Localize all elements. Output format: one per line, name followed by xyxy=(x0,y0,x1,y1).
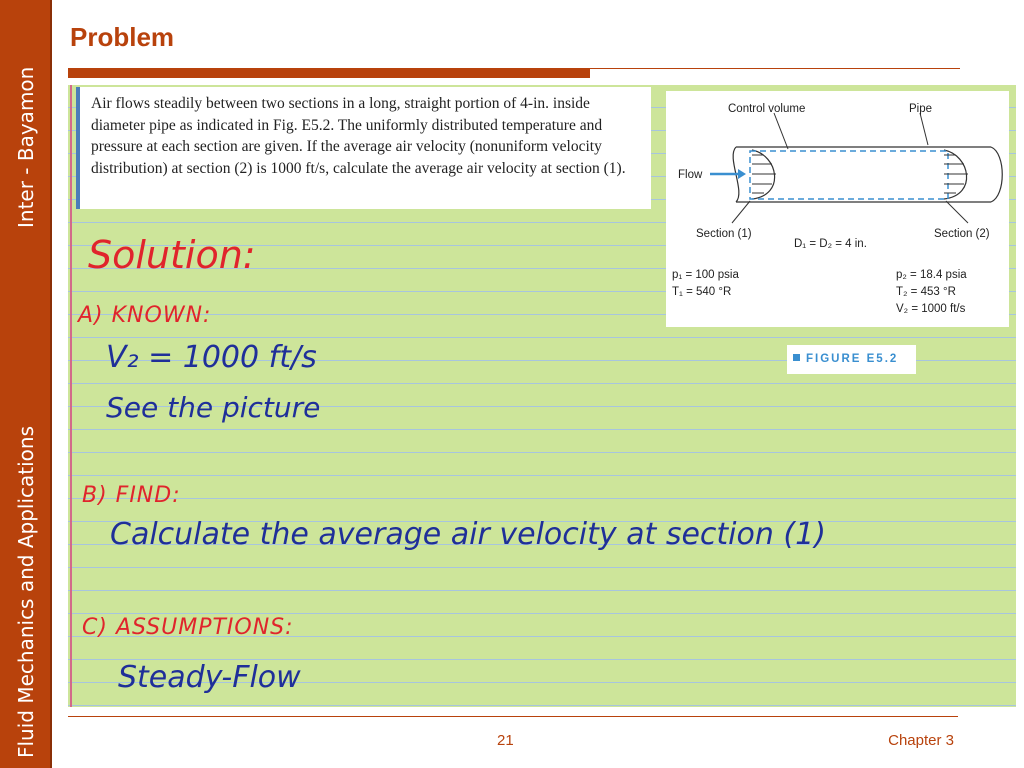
known-heading: A) KNOWN: xyxy=(78,303,212,328)
caption-square-icon xyxy=(793,354,800,361)
chapter-label: Chapter 3 xyxy=(888,732,954,749)
label-p1: p₁ = 100 psia xyxy=(672,269,739,281)
find-statement: Calculate the average air velocity at section (1) xyxy=(110,517,826,552)
leader-control-volume xyxy=(774,113,788,149)
course-title: Fluid Mechanics and Applications xyxy=(14,426,38,758)
notebook-content-area xyxy=(68,85,1016,707)
label-section2: Section (2) xyxy=(934,228,990,240)
see-picture-note: See the picture xyxy=(106,391,321,424)
slide-title: Problem xyxy=(70,22,175,52)
label-t1: T₁ = 540 °R xyxy=(672,286,732,298)
pipe-diagram xyxy=(666,91,1009,327)
leader-pipe xyxy=(920,113,928,145)
find-heading: B) FIND: xyxy=(82,483,181,508)
sidebar xyxy=(0,0,52,768)
caption-text: FIGURE E5.2 xyxy=(806,353,899,365)
assumptions-heading: C) ASSUMPTIONS: xyxy=(82,615,294,640)
known-velocity: V₂ = 1000 ft/s xyxy=(106,340,317,375)
problem-statement: Air flows steadily between two sections in a long, straight portion of 4-in. inside diameter pipe as indicated in Fig. E5.2. The uniformly distributed temperature and pressure at each section are given. If the average air velocity (nonuniform velocity distribution) at section (2) is 1000 ft/s, calculate the average air velocity at section (1). xyxy=(76,87,651,209)
pipe-right-end xyxy=(991,147,1002,202)
leader-section1 xyxy=(732,201,750,223)
figure-caption xyxy=(787,345,916,374)
page-number: 21 xyxy=(497,732,514,749)
assumption-steady-flow: Steady-Flow xyxy=(118,660,301,695)
footer-rule xyxy=(68,716,958,717)
control-volume-outline xyxy=(750,151,948,199)
notebook-margin-line xyxy=(70,85,72,707)
solution-heading: Solution: xyxy=(88,233,256,277)
institution-name: Inter - Bayamon xyxy=(14,66,38,228)
label-v2: V₂ = 1000 ft/s xyxy=(896,303,966,315)
label-control-volume: Control volume xyxy=(728,103,806,115)
label-p2: p₂ = 18.4 psia xyxy=(896,269,967,281)
label-t2: T₂ = 453 °R xyxy=(896,286,956,298)
pipe-figure xyxy=(666,91,1009,327)
label-section1: Section (1) xyxy=(696,228,752,240)
label-flow: Flow xyxy=(678,169,703,181)
title-underline-rule xyxy=(590,68,960,69)
leader-section2 xyxy=(946,201,968,223)
title-underline-bar xyxy=(68,68,590,78)
label-pipe: Pipe xyxy=(909,103,933,115)
label-diameter: D₁ = D₂ = 4 in. xyxy=(794,238,867,250)
